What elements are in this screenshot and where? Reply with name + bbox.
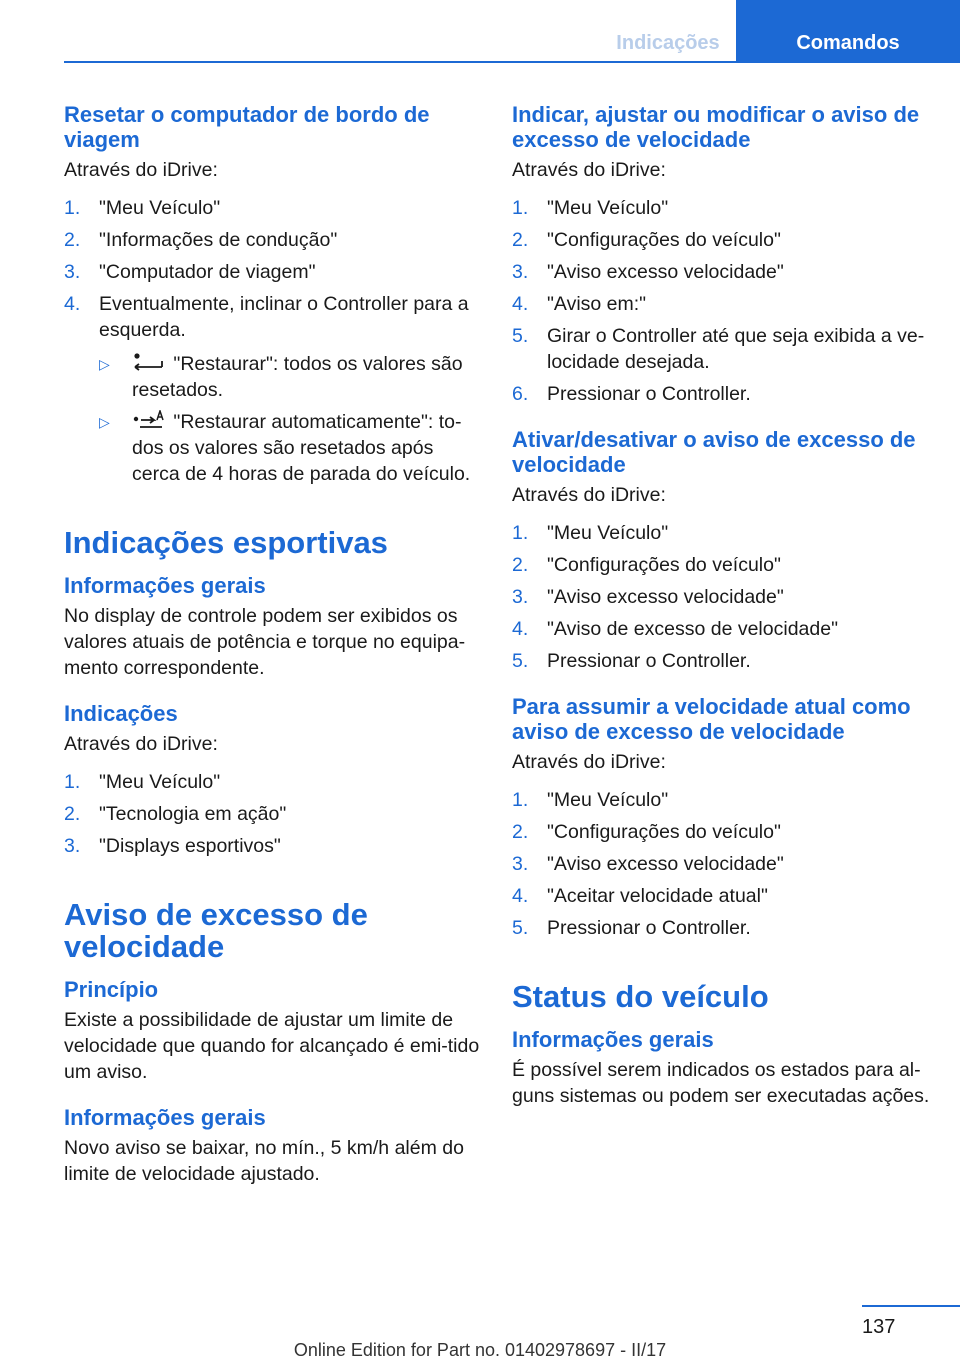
- list-item: 1. "Meu Veículo": [512, 789, 669, 811]
- steps-list-set-warning: [512, 195, 932, 407]
- edition-footer: [0, 1340, 960, 1361]
- section-title-general-info: Informações gerais: [64, 573, 266, 598]
- intro-text: Através do iDrive:: [512, 751, 666, 773]
- steps-list-adopt-speed: [512, 787, 932, 941]
- tab-comandos[interactable]: Comandos: [736, 0, 960, 61]
- section-title-general-info-2: Informações gerais: [64, 1105, 266, 1130]
- triangle-bullet-icon: ▷: [99, 356, 110, 372]
- section-title-general-info-3: Informações gerais: [512, 1027, 714, 1052]
- heading-sport-displays: Indicações esportivas: [64, 525, 388, 560]
- list-item: 3. "Computador de viagem": [64, 261, 316, 283]
- section-title-set-speed-warning: Indicar, ajustar ou modificar o aviso de excesso de velocidade: [512, 102, 920, 152]
- list-item: 4. Eventualmente, inclinar o Controller para a esquerda. ▷ "Restaurar": todos os valores são resetados. ▷ "Restaurar automaticamente": to‐dos os valores são resetados após cerca de 4 horas de parada do veículo.: [64, 291, 480, 487]
- tab-indicacoes[interactable]: Indicações: [616, 32, 720, 54]
- steps-list-toggle-warning: [512, 520, 932, 674]
- body-text: Novo aviso se baixar, no mín., 5 km/h além do limite de velocidade ajustado.: [64, 1137, 464, 1185]
- section-title-reset-trip: Resetar o computador de bordo de viagem: [64, 102, 430, 152]
- steps-list-sport: [64, 769, 480, 859]
- intro-text: Através do iDrive:: [64, 159, 218, 181]
- list-item: 3. "Aviso excesso velocidade": [512, 586, 784, 608]
- sub-list-item: ▷ "Restaurar automaticamente": to‐dos os valores são resetados após cerca de 4 horas de parada do veículo.: [99, 411, 471, 485]
- sub-list-item: ▷ "Restaurar": todos os valores são resetados.: [99, 353, 463, 401]
- edition-text: Online Edition for Part no. 01402978697 - II/17: [293, 1340, 667, 1360]
- list-item: 4. "Aviso em:": [512, 293, 647, 315]
- intro-text: Através do iDrive:: [512, 159, 666, 181]
- section-title-toggle-warning: Ativar/desativar o aviso de excesso de velocidade: [512, 427, 916, 477]
- list-item: 2. "Configurações do veículo": [512, 554, 781, 576]
- reset-icon: [132, 352, 168, 372]
- list-item: 3. "Displays esportivos": [64, 835, 281, 857]
- right-column: [512, 102, 932, 1109]
- left-column: [64, 102, 480, 1187]
- list-item: 1. "Meu Veículo": [64, 197, 221, 219]
- list-item: 2. "Configurações do veículo": [512, 229, 781, 251]
- footer-divider: [862, 1305, 960, 1307]
- list-item: 5. Pressionar o Controller.: [512, 917, 751, 939]
- list-item: 1. "Meu Veículo": [512, 197, 669, 219]
- list-item: 2. "Informações de condução": [64, 229, 338, 251]
- intro-text: Através do iDrive:: [64, 733, 218, 755]
- list-item: 5. Girar o Controller até que seja exibida a ve‐locidade desejada.: [512, 325, 925, 373]
- auto-reset-icon: [132, 410, 168, 430]
- sub-list: [99, 351, 480, 487]
- list-item: 3. "Aviso excesso velocidade": [512, 853, 784, 875]
- heading-speed-warning: Aviso de excesso de velocidade: [64, 897, 368, 964]
- header-divider: [64, 61, 960, 63]
- list-item: 5. Pressionar o Controller.: [512, 650, 751, 672]
- list-item: 1. "Meu Veículo": [512, 522, 669, 544]
- body-text: No display de controle podem ser exibidos os valores atuais de potência e torque no equipa‐mento correspondente.: [64, 605, 466, 679]
- page-header: [0, 0, 960, 62]
- list-item: 3. "Aviso excesso velocidade": [512, 261, 784, 283]
- section-title-adopt-current-speed: Para assumir a velocidade atual como aviso de excesso de velocidade: [512, 694, 911, 744]
- list-item: 4. "Aceitar velocidade atual": [512, 885, 768, 907]
- section-title-indications: Indicações: [64, 701, 178, 726]
- steps-list-reset: [64, 195, 480, 487]
- list-item: 1. "Meu Veículo": [64, 771, 221, 793]
- section-title-principle: Princípio: [64, 977, 159, 1002]
- intro-text: Através do iDrive:: [512, 484, 666, 506]
- triangle-bullet-icon: ▷: [99, 414, 110, 430]
- page-number: 137: [862, 1316, 896, 1338]
- heading-vehicle-status: Status do veículo: [512, 979, 769, 1014]
- list-item: 6. Pressionar o Controller.: [512, 383, 751, 405]
- list-item: 2. "Configurações do veículo": [512, 821, 781, 843]
- list-item: 2. "Tecnologia em ação": [64, 803, 287, 825]
- list-item: 4. "Aviso de excesso de velocidade": [512, 618, 838, 640]
- body-text: Existe a possibilidade de ajustar um limite de velocidade que quando for alcançado é emi‐tido um aviso.: [64, 1009, 480, 1083]
- body-text: É possível serem indicados os estados para al‐guns sistemas ou podem ser executadas ações.: [512, 1059, 930, 1107]
